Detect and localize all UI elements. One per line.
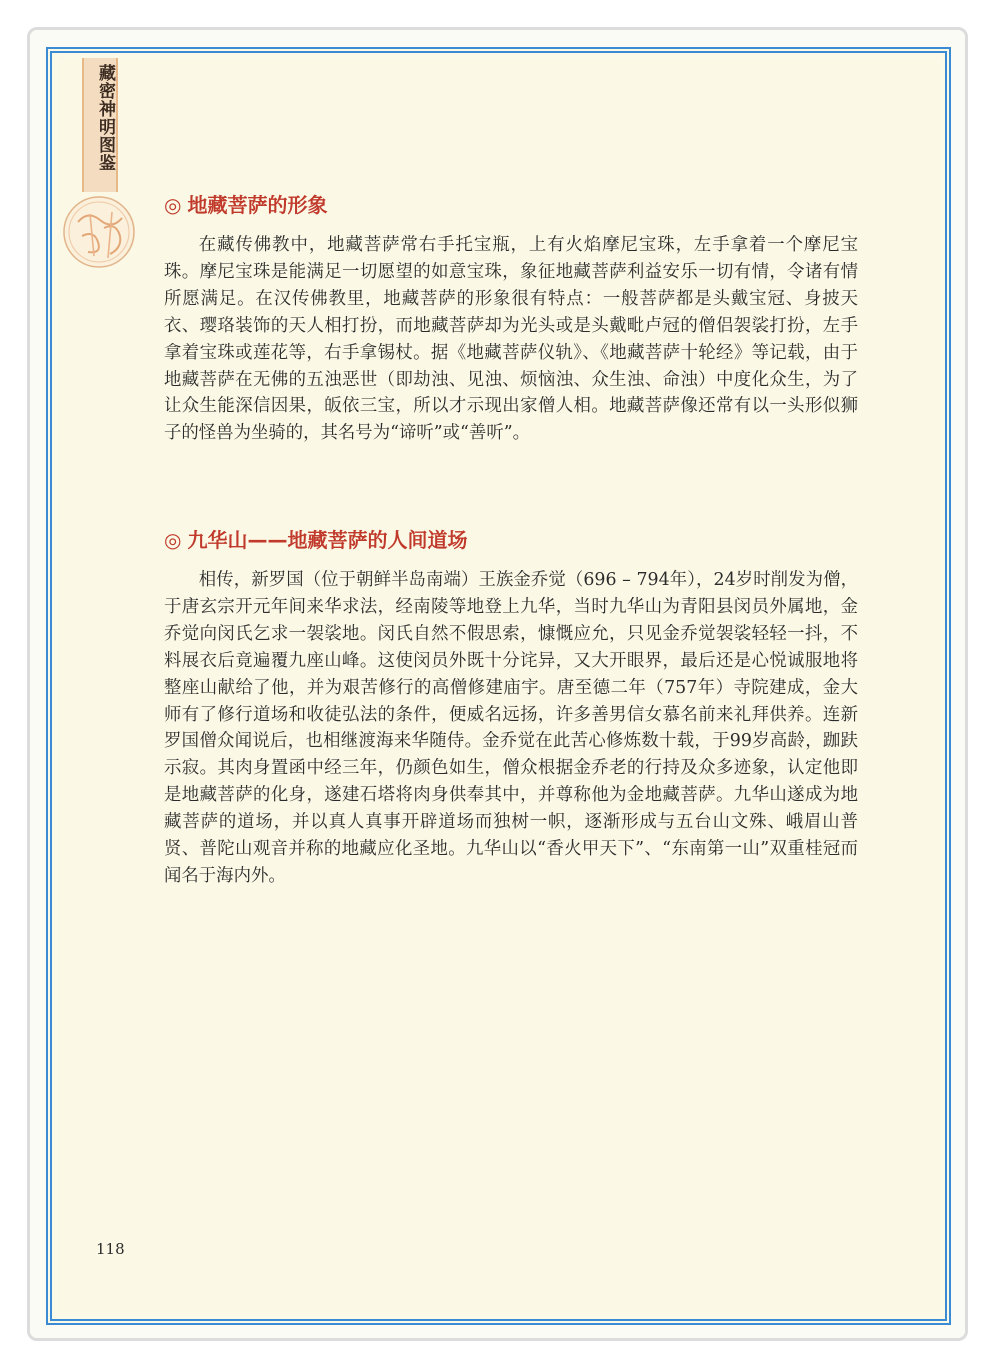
- bullseye-icon: ◎: [164, 528, 182, 552]
- bullseye-icon: ◎: [164, 193, 182, 217]
- section-title-jiuhua: [164, 524, 467, 553]
- page-number: 118: [96, 1240, 125, 1258]
- section-title-image: [164, 189, 327, 218]
- seal-stamp-icon: [60, 192, 138, 272]
- section-body-image: 在藏传佛教中，地藏菩萨常右手托宝瓶，上有火焰摩尼宝珠，左手拿着一个摩尼宝珠。摩尼宝珠是能满足一切愿望的如意宝珠，象征地藏菩萨利益安乐一切有情，令诸有情所愿满足。在汉传佛教里，地藏菩萨的形象很有特点：一般菩萨都是头戴宝冠、身披天衣、璎珞装饰的天人相打扮，而地藏菩萨却为光头或是头戴毗卢冠的僧侣袈裟打扮，左手拿着宝珠或莲花等，右手拿锡杖。据《地藏菩萨仪轨》、《地藏菩萨十轮经》等记载，由于地藏菩萨在无佛的五浊恶世（即劫浊、见浊、烦恼浊、众生浊、命浊）中度化众生，为了让众生能深信因果，皈依三宝，所以才示现出家僧人相。地藏菩萨像还常有以一头形似狮子的怪兽为坐骑的，其名号为“谛听”或“善听”。: [164, 235, 858, 444]
- chapter-side-tab: [82, 58, 118, 192]
- section-body-jiuhua: 相传，新罗国（位于朝鲜半岛南端）王族金乔觉（696 – 794年），24岁时削发为僧，于唐玄宗开元年间来华求法，经南陵等地登上九华，当时九华山为青阳县闵员外属地，金乔觉向闵氏乞求一袈裟地。闵氏自然不假思索，慷慨应允，只见金乔觉袈裟轻轻一抖，不料展衣后竟遍覆九座山峰。这使闵员外既十分诧异，又大开眼界，最后还是心悦诚服地将整座山献给了他，并为艰苦修行的高僧修建庙宇。唐至德二年（757年）寺院建成，金大师有了修行道场和收徒弘法的条件，便威名远扬，许多善男信女慕名前来礼拜供养。连新罗国僧众闻说后，也相继渡海来华随侍。金乔觉在此苦心修炼数十载，于99岁高龄，跏趺示寂。其肉身置函中经三年，仍颜色如生，僧众根据金乔老的行持及众多迹象，认定他即是地藏菩萨的化身，遂建石塔将肉身供奉其中，并尊称他为金地藏菩萨。九华山遂成为地藏菩萨的道场，并以真人真事开辟道场而独树一帜，逐渐形成与五台山文殊、峨眉山普贤、普陀山观音并称的地藏应化圣地。九华山以“香火甲天下”、“东南第一山”双重桂冠而闻名于海内外。: [164, 570, 858, 886]
- section-title-text: 九华山——地藏菩萨的人间道场: [187, 528, 468, 552]
- book-page: [58, 58, 939, 1314]
- book-title-vertical: 藏密神明图鉴: [95, 64, 115, 172]
- section-title-text: 地藏菩萨的形象: [187, 193, 328, 217]
